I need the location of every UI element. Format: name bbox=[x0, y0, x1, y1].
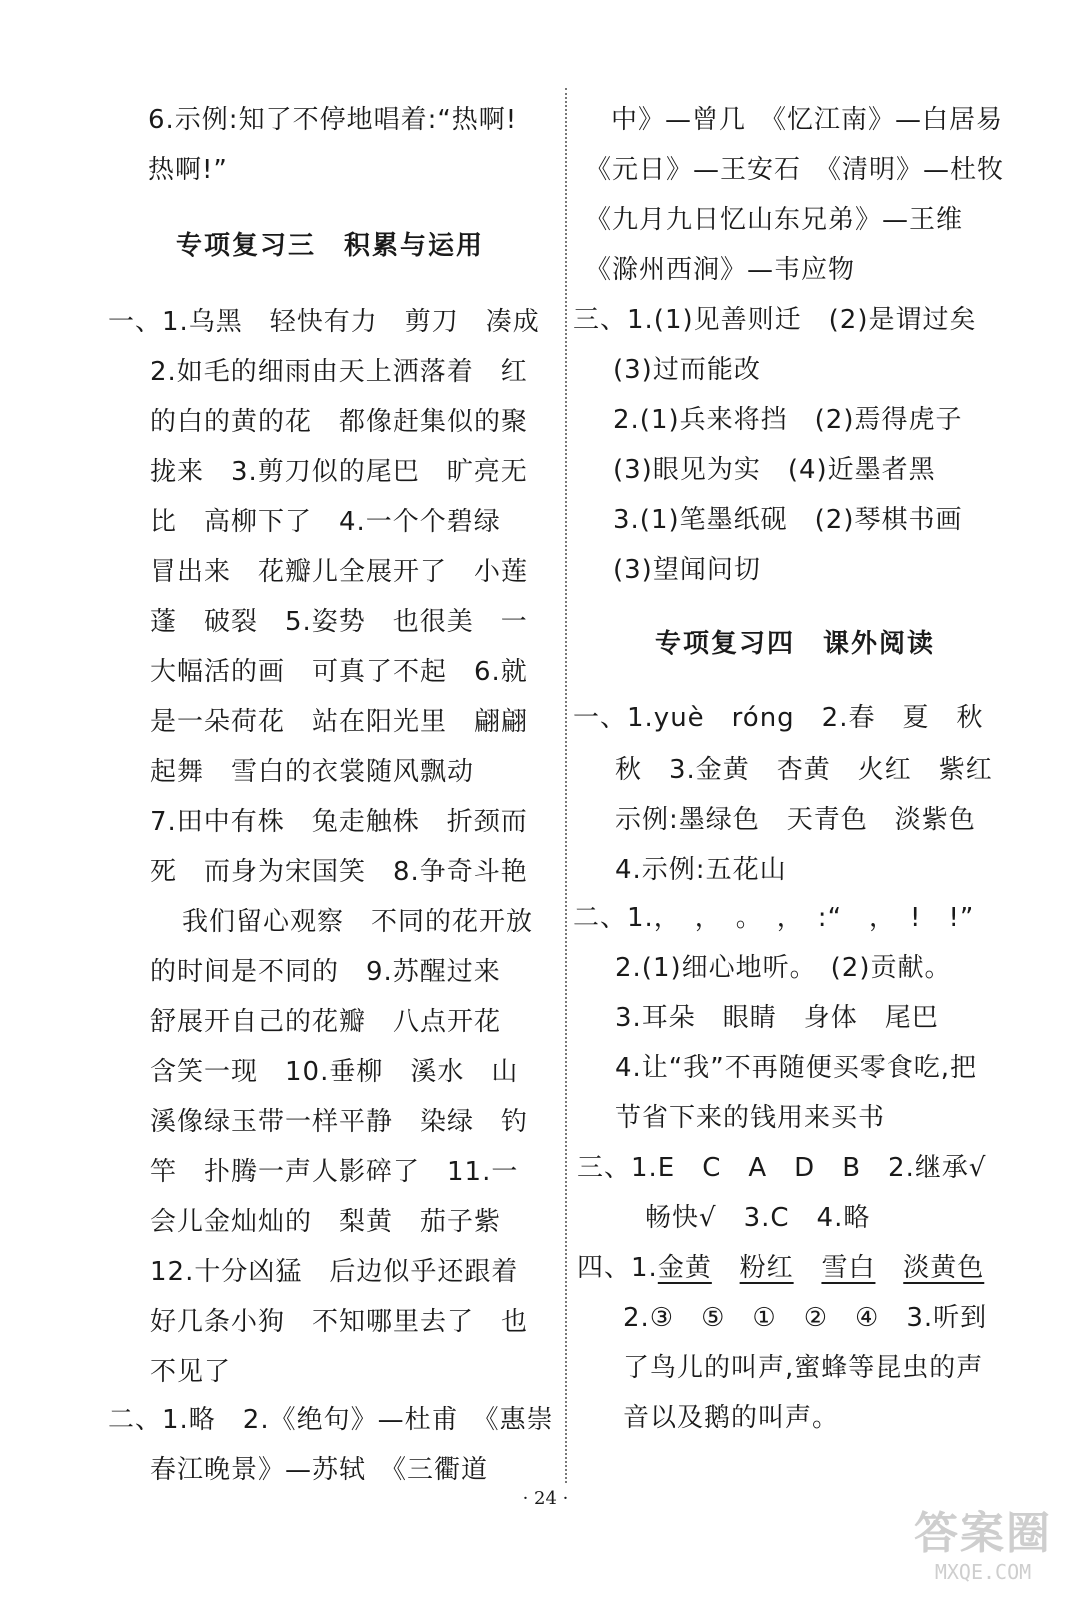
answer-line: 大幅活的画 可真了不起 6.就 bbox=[150, 657, 528, 687]
answer-line: 音以及鹅的叫声。 bbox=[623, 1403, 840, 1433]
answer-line: 的白的黄的花 都像赶集似的聚 bbox=[150, 407, 529, 437]
answer-line: 冒出来 花瓣儿全展开了 小莲 bbox=[150, 557, 529, 587]
answer-line: 热啊!” bbox=[148, 155, 228, 185]
answer-line: 竿 扑腾一声人影碎了 11.一 bbox=[150, 1157, 519, 1187]
answer-line: 不见了 bbox=[150, 1357, 232, 1387]
answer-line: 比 高柳下了 4.一个个碧绿 bbox=[150, 507, 501, 537]
answer-line: 12.十分凶猛 后边似乎还跟着 bbox=[150, 1257, 519, 1287]
column-divider bbox=[565, 88, 567, 1483]
answer-line: 了鸟儿的叫声,蜜蜂等昆虫的声 bbox=[623, 1353, 984, 1383]
answer-line: 2.(1)兵来将挡 (2)焉得虎子 bbox=[613, 405, 963, 435]
page-number: · 24 · bbox=[522, 1488, 569, 1509]
answer-line: 二、1.， ， 。 ， :“ ， ! !” bbox=[573, 903, 975, 933]
answer-line: 一、1.乌黑 轻快有力 剪刀 凑成 bbox=[108, 307, 540, 337]
underlined-word: 粉红 bbox=[739, 1253, 794, 1283]
section-heading: 专项复习四 课外阅读 bbox=[655, 629, 936, 659]
answer-line: (3)眼见为实 (4)近墨者黑 bbox=[613, 455, 936, 485]
answer-line: 会儿金灿灿的 梨黄 茄子紫 bbox=[150, 1207, 502, 1237]
answer-line: 二、1.略 2.《绝句》—杜甫 《惠崇 bbox=[108, 1405, 554, 1435]
answer-line: 拢来 3.剪刀似的尾巴 旷亮无 bbox=[150, 457, 528, 487]
answer-line: 是一朵荷花 站在阳光里 翩翩 bbox=[150, 707, 529, 737]
section-heading: 专项复习三 积累与运用 bbox=[176, 231, 485, 261]
watermark-text: 答案圈 bbox=[914, 1508, 1052, 1559]
answer-line: 4.让“我”不再随便买零食吃,把 bbox=[615, 1053, 978, 1083]
answer-line: 我们留心观察 不同的花开放 bbox=[182, 907, 534, 937]
answer-line: 2.③ ⑤ ① ② ④ 3.听到 bbox=[623, 1303, 988, 1333]
answer-line-underlined bbox=[577, 1250, 984, 1286]
answer-line: 7.田中有株 兔走触株 折颈而 bbox=[150, 807, 528, 837]
answer-line: 三、1.E C A D B 2.继承√ bbox=[577, 1153, 987, 1183]
answer-line: 三、1.(1)见善则迁 (2)是谓过矣 bbox=[573, 305, 977, 335]
answer-line: (3)过而能改 bbox=[613, 355, 761, 385]
answer-line: 畅快√ 3.C 4.略 bbox=[645, 1203, 871, 1233]
answer-line: 示例:墨绿色 天青色 淡紫色 bbox=[615, 805, 976, 835]
answer-line: 的时间是不同的 9.苏醒过来 bbox=[150, 957, 501, 987]
answer-line: 《九月九日忆山东兄弟》—王维 bbox=[585, 205, 964, 235]
underlined-word: 金黄 bbox=[657, 1253, 712, 1283]
answer-line: 《滁州西涧》—韦应物 bbox=[585, 255, 856, 285]
answer-line: 好几条小狗 不知哪里去了 也 bbox=[150, 1307, 529, 1337]
underlined-word: 淡黄色 bbox=[903, 1253, 985, 1283]
answer-line: 死 而身为宋国笑 8.争奇斗艳 bbox=[150, 857, 528, 887]
answer-line: 3.(1)笔墨纸砚 (2)琴棋书画 bbox=[613, 505, 963, 535]
answer-line: 溪像绿玉带一样平静 染绿 钓 bbox=[150, 1107, 529, 1137]
answer-line: 舒展开自己的花瓣 八点开花 bbox=[150, 1007, 502, 1037]
answer-line: 秋 3.金黄 杏黄 火红 紫红 bbox=[615, 755, 993, 785]
answer-line: 2.(1)细心地听。 (2)贡献。 bbox=[615, 953, 952, 983]
answer-line: 含笑一现 10.垂柳 溪水 山 bbox=[150, 1057, 519, 1087]
answer-line: 春江晚景》—苏轼 《三衢道 bbox=[150, 1455, 489, 1485]
underlined-word: 雪白 bbox=[821, 1253, 876, 1283]
answer-line: 6.示例:知了不停地唱着:“热啊! bbox=[148, 105, 518, 135]
answer-line: 蓬 破裂 5.姿势 也很美 一 bbox=[150, 607, 528, 637]
answer-line: 起舞 雪白的衣裳随风飘动 bbox=[150, 757, 475, 787]
watermark-url: MXQE.COM bbox=[934, 1560, 1032, 1584]
q4-prefix: 四、1. bbox=[577, 1253, 658, 1283]
answer-line: 节省下来的钱用来买书 bbox=[615, 1103, 886, 1133]
answer-line: 4.示例:五花山 bbox=[615, 855, 787, 885]
answer-line: (3)望闻问切 bbox=[613, 555, 761, 585]
answer-line: 3.耳朵 眼睛 身体 尾巴 bbox=[615, 1003, 939, 1033]
answer-line: 2.如毛的细雨由天上洒落着 红 bbox=[150, 357, 528, 387]
answer-line: 一、1.yuè róng 2.春 夏 秋 bbox=[573, 703, 984, 733]
watermark-logo bbox=[883, 1508, 1083, 1592]
answer-line: 中》—曾几 《忆江南》—白居易 bbox=[611, 105, 1004, 135]
answer-line: 《元日》—王安石 《清明》—杜牧 bbox=[585, 155, 1005, 185]
